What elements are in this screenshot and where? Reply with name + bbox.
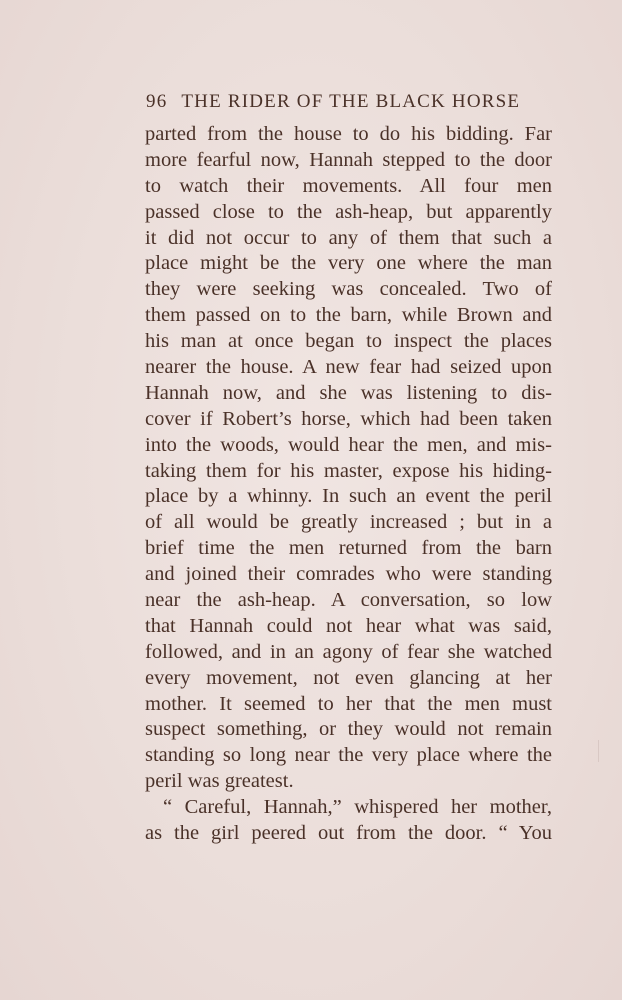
text-line: suspect something, or they would not remain	[145, 718, 552, 741]
text-line: cover if Robert’s horse, which had been taken	[145, 407, 552, 430]
text-line: every movement, not even glancing at her	[145, 666, 552, 689]
paper-mark	[598, 740, 599, 762]
body-text	[145, 122, 552, 847]
text-line: into the woods, would hear the men, and mis-	[145, 433, 552, 456]
text-line: and joined their comrades who were standing	[145, 563, 552, 586]
page-number: 96	[146, 91, 168, 112]
text-line: place by a whinny. In such an event the peril	[145, 485, 552, 508]
text-line: they were seeking was concealed. Two of	[145, 278, 552, 301]
text-line: standing so long near the very place where the	[145, 744, 552, 767]
running-title: THE RIDER OF THE BLACK HORSE	[181, 91, 521, 112]
paragraph-end-line: peril was greatest.	[145, 770, 294, 793]
text-line: his man at once began to inspect the places	[145, 330, 552, 353]
text-line: it did not occur to any of them that such a	[145, 226, 552, 249]
text-line: Hannah now, and she was listening to dis-	[145, 381, 552, 404]
text-line: “ Careful, Hannah,” whispered her mother,	[163, 796, 552, 819]
text-line: more fearful now, Hannah stepped to the door	[145, 148, 552, 171]
text-line: followed, and in an agony of fear she watched	[145, 640, 552, 663]
text-line: passed close to the ash-heap, but apparently	[145, 200, 552, 223]
text-line: taking them for his master, expose his hiding-	[145, 459, 552, 482]
text-line: of all would be greatly increased ; but in a	[145, 511, 552, 534]
text-line: them passed on to the barn, while Brown and	[145, 304, 552, 327]
text-line: place might be the very one where the man	[145, 252, 552, 275]
text-line: that Hannah could not hear what was said,	[145, 614, 552, 637]
text-line: near the ash-heap. A conversation, so low	[145, 589, 552, 612]
text-line: nearer the house. A new fear had seized upon	[145, 356, 552, 379]
text-line: mother. It seemed to her that the men must	[145, 692, 552, 715]
running-header	[146, 90, 536, 114]
text-line: brief time the men returned from the barn	[145, 537, 552, 560]
text-line: parted from the house to do his bidding. Far	[145, 123, 552, 145]
text-line: as the girl peered out from the door. “ You	[145, 822, 552, 845]
text-line: to watch their movements. All four men	[145, 174, 552, 197]
